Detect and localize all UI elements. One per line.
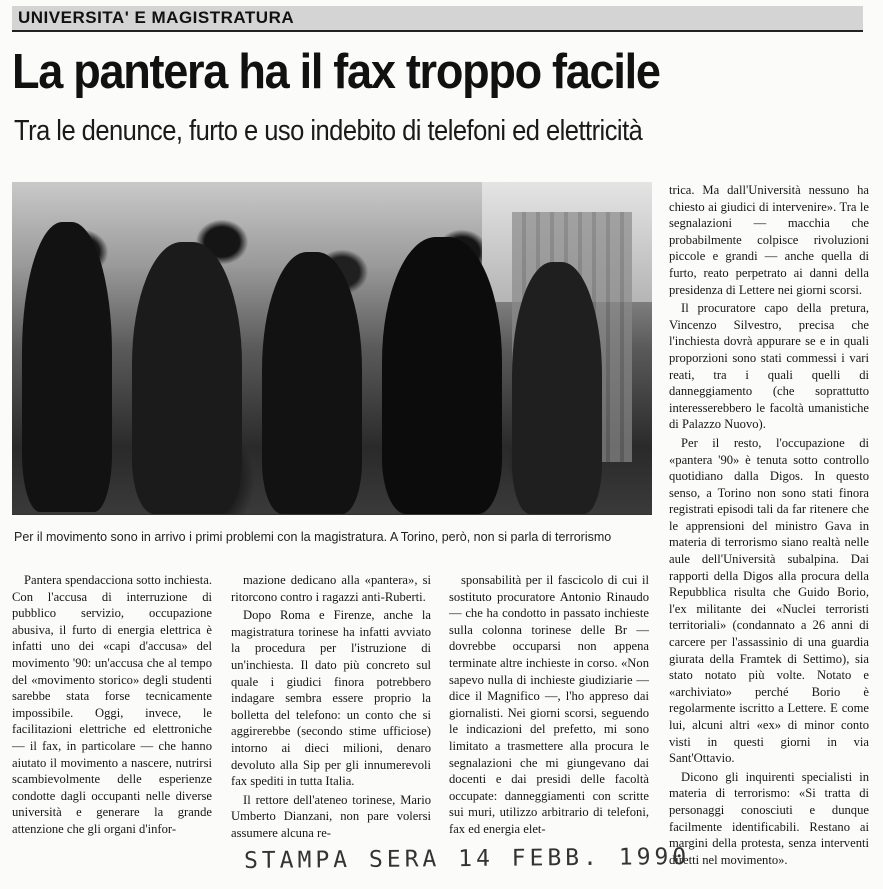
paragraph: Dicono gli inquirenti specialisti in materia di terrorismo: «Si tratta di personaggi conosciuti e dunque facilmente identificabili. Restano ai margini della protesta, senza interventi diretti nel movimento». — [669, 769, 869, 867]
article-column-4 — [669, 182, 869, 868]
paragraph: Dopo Roma e Firenze, anche la magistratura torinese ha infatti avviato la procedura per l'istruzione di un'inchiesta. Il dato più concreto sul quale i giudici finora potrebbero indagare sembra essere proprio la bolletta del telefono: un conto che si aggirerebbe (secondo stime ufficiose) intorno ai dieci milioni, denaro devoluto alla Sip per gli innumerevoli fax spediti in tutta Italia. — [231, 608, 431, 789]
paragraph: Pantera spendacciona sotto inchiesta. Con l'accusa di interruzione di pubblico servizio, occupazione abusiva, il furto di energia elettrica è infatti uno dei «capi d'accusa» del movimento '90: un'accusa che al tempo del «movimento storico» degli studenti sarebbe stata forse tecnicamente impossibile. Oggi, invece, le facilitazioni elettriche ed elettroniche — il fax, in particolare — che hanno aiutato il movimento a nascere, nutrirsi scambievolmente delle esperienze condotte dagli occupanti nelle diverse università e generare la grande attenzione che gli organi d'infor- — [12, 573, 212, 836]
subheadline: Tra le denunce, furto e uso indebito di telefoni ed elettricità — [14, 115, 643, 147]
article-column-2 — [231, 572, 431, 842]
section-kicker — [12, 6, 863, 32]
paragraph: Per il resto, l'occupazione di «pantera '90» è tenuta sotto controllo quotidiano dalla Digos. In questo senso, a Torino non sono stati finora registrati episodi tali da far ritenere che le apprensioni del ministro Gava in materia di terrorismo siano realtà nelle aule dell'Università subalpina. Dai rapporti della Digos alla procura della Repubblica risulta che Guido Borio, l'ex militante dei «Nuclei terroristi territoriali» (condannato a 26 anni di carcere per l'assassinio di una guardia giurata della Framtek di Settimo), sia stato notato più volte. Notato e «archiviato» perché Borio è regolarmente iscritto a Lettere. E come lui, alcuni altri «ex» di minor conto visti in questi giorni in via Sant'Ottavio. — [669, 435, 869, 766]
kicker-label: UNIVERSITA' E MAGISTRATURA — [18, 8, 295, 27]
caption-rule — [12, 514, 652, 515]
news-photo — [12, 182, 652, 514]
headline: La pantera ha il fax troppo facile — [12, 45, 660, 99]
paragraph: Il rettore dell'ateneo torinese, Mario Umberto Dianzani, non pare volersi assumere alcuna re- — [231, 792, 431, 840]
article-column-1 — [12, 572, 212, 838]
paragraph: Il procuratore capo della pretura, Vincenzo Silvestro, precisa che l'inchiesta dovrà appurare se e in quali proporzioni sono stati commessi i vari reati, tra i quali quelli di danneggiamento (che soprattutto interesserebbero le facoltà umanistiche di Palazzo Nuovo). — [669, 301, 869, 432]
paragraph: sponsabilità per il fascicolo di cui il sostituto procuratore Antonio Rinaudo — che ha condotto in passato inchieste sulla colonna torinese delle Br — dovrebbe occuparsi non appena terminate altre inchieste in corso. «Non sapevo nulla di inchieste giudiziarie — dice il Magnifico —, l'ho appreso dai giornalisti. Nei giorni scorsi, seguendo le indicazioni del prefetto, mi sono limitato a trasmettere alla procura le segnalazioni che mi giungevano dai docenti e dai presidi delle facoltà occupate: danneggiamenti con scritte sui muri, utilizzo arbitrario di telefoni, fax ed energia elet- — [449, 573, 649, 836]
photo-figure — [22, 222, 112, 512]
photo-caption: Per il movimento sono in arrivo i primi problemi con la magistratura. A Torino, però, non si parla di terrorismo — [14, 530, 612, 544]
photo-figure — [382, 237, 502, 514]
paragraph: mazione dedicano alla «pantera», si ritorcono contro i ragazzi anti-Ruberti. — [231, 573, 431, 604]
photo-figure — [262, 252, 362, 514]
handwritten-source-note: STAMPA SERA 14 FEBB. 1990 — [243, 844, 691, 874]
paragraph: trica. Ma dall'Università nessuno ha chiesto ai giudici di intervenire». Tra le segnalazioni — macchia che probabilmente colpisce rivoluzioni piccole e grandi — anche quella di furto, reato perpetrato ai danni della presidenza di Lettere nei giorni scorsi. — [669, 183, 869, 297]
article-column-3 — [449, 572, 649, 838]
photo-figure — [132, 242, 242, 514]
photo-figure — [512, 262, 602, 514]
